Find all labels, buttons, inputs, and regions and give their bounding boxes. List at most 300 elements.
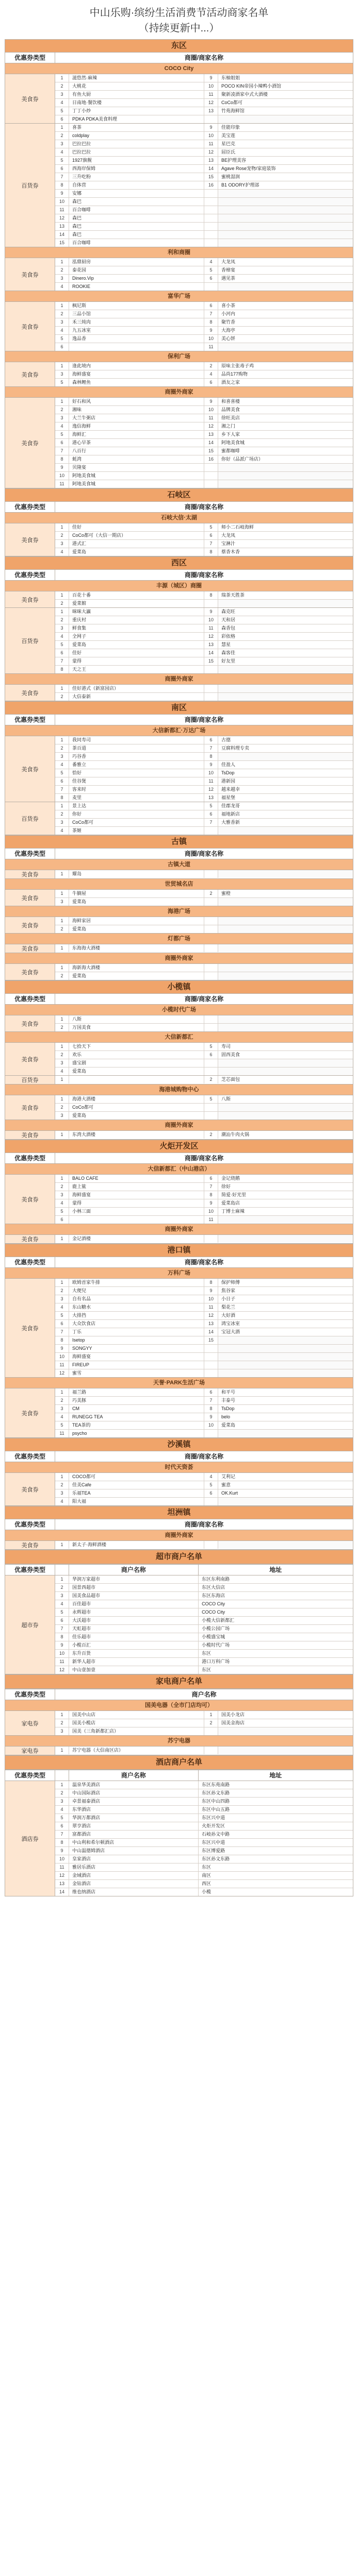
merchant-row — [55, 870, 353, 878]
merchant-name: 中山温德姆酒店 — [69, 1847, 199, 1855]
merchant-name: 百合咖啡 — [69, 206, 204, 214]
merchant-name: 喜茶 — [69, 124, 204, 131]
coupon-type-cell: 美食券 — [5, 917, 55, 933]
coupon-group — [5, 1095, 353, 1120]
merchant-rows — [55, 608, 353, 673]
merchant-rows — [55, 1711, 353, 1735]
row-number: 1 — [55, 917, 69, 925]
merchant-rows — [55, 890, 353, 906]
merchant-name — [218, 480, 353, 488]
row-number — [204, 925, 218, 933]
row-number: 2 — [55, 266, 69, 274]
coupon-type-cell: 美食券 — [5, 398, 55, 488]
coupon-group — [5, 889, 353, 906]
merchant-row — [55, 156, 353, 164]
merchant-name-header: 商圈/商家名称 — [184, 503, 224, 511]
merchant-name: 三品小馆 — [69, 310, 204, 318]
merchant-name — [218, 464, 353, 471]
row-number — [204, 972, 218, 980]
row-number: 8 — [55, 794, 69, 802]
district-title: 商圈外商家 — [5, 1530, 353, 1540]
merchant-name: 三升吃粉 — [69, 173, 204, 181]
merchant-row — [55, 115, 353, 123]
merchant-address: 港口万科广场 — [202, 1659, 230, 1664]
merchant-name: 徐好 — [221, 1184, 231, 1189]
merchant-row — [55, 1497, 353, 1505]
merchant-name: 森巴 — [69, 214, 204, 222]
row-number: 10 — [204, 406, 218, 414]
merchant-name: 巴拉巴拉 — [69, 140, 204, 148]
row-number — [204, 944, 218, 952]
row-number — [204, 223, 218, 230]
merchant-name: 翠亨酒店 — [69, 1822, 199, 1830]
district-title: 万科广场 — [5, 1267, 353, 1278]
merchant-name: 阿地美食城 — [221, 440, 245, 445]
merchant-row — [55, 769, 353, 777]
address-header: 地址 — [269, 1566, 282, 1573]
merchant-name: 佳郡龙哥 — [221, 803, 240, 808]
merchant-row — [55, 1369, 353, 1377]
merchant-name: Dinero.Vip — [69, 275, 204, 282]
region-section — [5, 1140, 353, 1244]
merchant-name: 乡下人家 — [221, 432, 240, 437]
merchant-row — [55, 1797, 353, 1805]
row-number: 6 — [204, 532, 218, 539]
row-number: 1 — [55, 1575, 69, 1583]
merchant-row — [55, 760, 353, 769]
row-number: 10 — [55, 472, 69, 480]
merchant-rows — [55, 736, 353, 802]
row-number: 7 — [204, 540, 218, 548]
merchant-row — [55, 274, 353, 282]
merchant-name: 西海岸保姆 — [69, 165, 204, 173]
coupon-group — [5, 870, 353, 878]
row-number: 1 — [55, 1043, 69, 1050]
merchant-rows — [55, 591, 353, 607]
row-number: 1 — [55, 398, 69, 405]
row-number: 1 — [55, 1781, 69, 1789]
row-number: 12 — [55, 1666, 69, 1674]
merchant-row — [55, 964, 353, 972]
merchant-name: 客来时 — [69, 786, 204, 793]
row-number: 8 — [55, 1633, 69, 1641]
row-number: 8 — [55, 181, 69, 189]
row-number: 3 — [55, 819, 69, 826]
row-number: 3 — [55, 1112, 69, 1120]
merchant-name: 湘之门 — [221, 423, 236, 429]
row-number: 1 — [55, 591, 69, 599]
merchant-name-header: 商圈/商家名称 — [184, 995, 224, 1003]
merchant-row — [55, 1838, 353, 1846]
coupon-type-header: 优惠券类型 — [5, 1451, 55, 1462]
merchant-name — [218, 1112, 353, 1120]
supermarkets-title: 超市商户名单 — [5, 1550, 353, 1564]
row-number: 8 — [55, 666, 69, 673]
merchant-name: TsDop — [221, 770, 235, 775]
row-number: 7 — [55, 173, 69, 181]
merchant-name: 固西美食 — [221, 1052, 240, 1057]
row-number: 1 — [55, 1175, 69, 1182]
document-subtitle: （持续更新中...） — [138, 23, 220, 34]
row-number: 4 — [55, 1413, 69, 1421]
merchant-name: 丁博士麻辣 — [221, 1209, 245, 1214]
merchant-row — [55, 523, 353, 531]
merchant-name-header: 商圈/商家名称 — [184, 1259, 224, 1266]
merchant-row — [55, 793, 353, 802]
merchant-name: 爱菜島 — [69, 972, 204, 980]
merchant-row — [55, 1481, 353, 1489]
merchant-name — [218, 827, 353, 835]
merchant-row — [55, 197, 353, 206]
merchant-row — [55, 925, 353, 933]
merchant-name: 巧谷香 — [69, 753, 204, 760]
coupon-group — [5, 944, 353, 953]
row-number: 5 — [204, 802, 218, 810]
coupon-type-cell: 美食券 — [5, 890, 55, 906]
row-number: 1 — [55, 302, 69, 310]
merchant-name — [218, 1059, 353, 1067]
merchant-name: 森克旺 — [221, 609, 236, 614]
row-number: 5 — [55, 1608, 69, 1616]
merchant-row — [55, 917, 353, 925]
row-number: 9 — [55, 190, 69, 197]
district-title: 大信新都汇（中山港店） — [5, 1163, 353, 1174]
coupon-type-cell: 美食券 — [5, 523, 55, 556]
row-number: 12 — [204, 1312, 218, 1319]
row-number: 1 — [55, 258, 69, 266]
merchant-address: COCO City — [202, 1609, 225, 1615]
merchant-row — [55, 370, 353, 378]
merchant-name: 国美金海店 — [221, 1720, 245, 1725]
merchant-name: FIREUP — [69, 1361, 204, 1369]
coupon-group — [5, 362, 353, 386]
row-number: 10 — [55, 1650, 69, 1657]
merchant-row — [55, 826, 353, 835]
merchant-row — [55, 539, 353, 548]
merchant-name: 越来越幸 — [221, 787, 240, 792]
row-number: 7 — [204, 1183, 218, 1191]
row-number: 11 — [55, 1863, 69, 1871]
merchant-name: CoCo都可 — [221, 100, 243, 105]
merchant-name: 梨花兰 — [221, 1304, 236, 1310]
merchant-name: 大兰牛粥店 — [69, 414, 204, 422]
merchant-name: 湘味 — [69, 406, 204, 414]
merchant-address: 东区 — [202, 1651, 211, 1656]
merchant-row — [55, 258, 353, 266]
row-number: 11 — [204, 343, 218, 351]
merchant-name: 东升百货 — [69, 1650, 199, 1657]
merchant-row — [55, 1879, 353, 1888]
merchant-row — [55, 222, 353, 230]
merchant-name: coldplay — [69, 132, 204, 140]
merchant-row — [55, 1015, 353, 1023]
coupon-group — [5, 123, 353, 247]
merchant-name — [218, 283, 353, 291]
district-title: 商圈外商家 — [5, 1224, 353, 1234]
merchant-name: 蜜意 — [221, 1482, 231, 1487]
district-title: 商圈外商家 — [5, 673, 353, 684]
merchant-name: 星巴克 — [221, 141, 236, 146]
merchant-name: 天之王 — [69, 666, 204, 673]
merchant-row — [55, 326, 353, 334]
row-number — [204, 1361, 218, 1369]
address-header: 地址 — [269, 1772, 282, 1779]
merchant-name — [218, 206, 353, 214]
merchant-address: 东区 — [202, 1865, 211, 1870]
merchant-row — [55, 1344, 353, 1352]
coupon-group — [5, 607, 353, 673]
merchant-row — [55, 1719, 353, 1727]
merchant-name: 彩依格 — [221, 634, 236, 639]
merchant-name: 港新园 — [221, 778, 236, 784]
row-number: 2 — [55, 972, 69, 980]
row-number: 4 — [55, 1600, 69, 1608]
merchant-row — [55, 398, 353, 405]
row-number: 8 — [204, 1191, 218, 1199]
merchant-name: 焦谷家 — [221, 1288, 236, 1293]
district-title: 小榄时代广场 — [5, 1004, 353, 1015]
merchant-row — [55, 1328, 353, 1336]
merchant-name: 巴拉巴拉 — [69, 148, 204, 156]
merchant-address: 东区孙文东路 — [202, 1856, 230, 1861]
row-number: 6 — [55, 1617, 69, 1624]
merchant-rows — [55, 1388, 353, 1437]
row-number: 13 — [204, 641, 218, 649]
row-number: 4 — [55, 1806, 69, 1814]
merchant-row — [55, 1600, 353, 1608]
merchant-name: 逸信海鲜 — [69, 422, 204, 430]
merchant-row — [55, 1295, 353, 1303]
merchant-name: BE护理美容 — [221, 158, 247, 163]
merchant-name: 酒友之家 — [221, 380, 240, 385]
merchant-name — [218, 1498, 353, 1505]
row-number: 1 — [55, 944, 69, 952]
merchant-row — [55, 1131, 353, 1139]
merchant-row — [55, 591, 353, 599]
coupon-group — [5, 1540, 353, 1549]
merchant-row — [55, 752, 353, 760]
row-number — [204, 283, 218, 291]
coupon-type-header: 优惠券类型 — [5, 53, 55, 63]
merchant-row — [55, 616, 353, 624]
merchant-name: PDKA PDKA美食料理 — [69, 115, 204, 123]
merchant-name — [69, 343, 204, 351]
district-title: 海港城购物中心 — [5, 1084, 353, 1095]
merchant-name: 品牌美食 — [221, 407, 240, 412]
merchant-name: 雅居乐酒店 — [69, 1863, 199, 1871]
column-header — [5, 1451, 353, 1462]
coupon-type-cell: 美食券 — [5, 591, 55, 607]
column-header — [5, 1519, 353, 1530]
row-number: 5 — [55, 107, 69, 115]
merchant-name: 保护师傅 — [221, 1280, 240, 1285]
merchant-name-header: 商圈/商家名称 — [184, 1521, 224, 1528]
merchant-name — [218, 1067, 353, 1075]
merchant-row — [55, 1076, 353, 1083]
merchant-name: 七拾天下 — [69, 1043, 204, 1050]
merchant-name: 大众饮食店 — [69, 1320, 204, 1328]
row-number: 5 — [204, 1481, 218, 1489]
merchant-name: 国美（三角新都汇店） — [69, 1727, 204, 1735]
merchant-name: 爱菜館 — [69, 600, 204, 607]
row-number — [204, 964, 218, 972]
row-number — [204, 1541, 218, 1549]
merchant-address: 东区孙文东路 — [202, 1790, 230, 1795]
row-number: 14 — [204, 165, 218, 173]
row-number: 12 — [204, 633, 218, 640]
merchant-name-header: 商圈/商家名称 — [184, 1453, 224, 1460]
merchant-name: 大海亭 — [221, 328, 236, 333]
coupon-type-header: 优惠券类型 — [5, 1565, 55, 1575]
row-number: 6 — [55, 777, 69, 785]
merchant-name: 百花十番 — [69, 591, 204, 599]
merchant-name: 维也纳酒店 — [69, 1888, 199, 1896]
merchant-name: 苏宁电器（大信南区店） — [69, 1747, 204, 1754]
row-number: 3 — [55, 318, 69, 326]
merchant-name: 天虹超市 — [69, 1625, 199, 1633]
coupon-type-header: 优惠券类型 — [5, 1257, 55, 1267]
merchant-rows — [55, 1747, 353, 1755]
row-number — [204, 1235, 218, 1243]
merchant-name — [218, 666, 353, 673]
district-title: 富华广场 — [5, 291, 353, 301]
row-number: 8 — [204, 1405, 218, 1413]
table-header — [5, 1770, 353, 1781]
row-number: 13 — [204, 1320, 218, 1328]
coupon-type-header: 优惠券类型 — [5, 502, 55, 512]
merchant-name: 爱菜島 — [221, 1422, 236, 1428]
row-number: 2 — [55, 132, 69, 140]
merchant-address: 东区大信店 — [202, 1585, 225, 1590]
row-number: 9 — [55, 1641, 69, 1649]
row-number: 2 — [55, 310, 69, 318]
merchant-name: 宝冠大酒 — [221, 1329, 240, 1334]
merchant-address: 火炬开发区 — [202, 1823, 225, 1828]
merchant-row — [55, 471, 353, 480]
row-number: 5 — [55, 157, 69, 164]
merchant-row — [55, 455, 353, 463]
row-number — [204, 1498, 218, 1505]
merchant-row — [55, 1103, 353, 1111]
merchant-name: 爱菜島 — [69, 898, 204, 906]
merchant-name: 万国美食 — [69, 1024, 204, 1031]
row-number: 4 — [55, 148, 69, 156]
merchant-name: 国美小龙店 — [221, 1712, 245, 1717]
row-number: 10 — [204, 769, 218, 777]
merchant-name — [218, 214, 353, 222]
merchant-row — [55, 665, 353, 673]
merchant-rows — [55, 1279, 353, 1377]
row-number: 1 — [55, 1279, 69, 1286]
merchant-name: 好友里 — [221, 658, 236, 664]
coupon-group — [5, 1710, 353, 1735]
row-number: 3 — [55, 91, 69, 98]
merchant-row — [55, 1830, 353, 1838]
coupon-type-header: 优惠券类型 — [5, 715, 55, 725]
merchant-name: 蜜都咖啡 — [221, 448, 240, 453]
merchant-row — [55, 1583, 353, 1591]
merchant-name: 聚竹香 — [221, 319, 236, 325]
merchant-rows — [55, 523, 353, 556]
row-number: 7 — [204, 819, 218, 826]
merchant-name-header: 商圈/商家名称 — [184, 1155, 224, 1162]
row-number: 12 — [204, 99, 218, 107]
merchant-address: 东区东海店 — [202, 1593, 225, 1598]
merchant-row — [55, 1336, 353, 1344]
row-number — [204, 1747, 218, 1754]
district-title: COCO City — [5, 63, 353, 74]
merchant-address: 小榄盛宝城 — [202, 1634, 225, 1639]
coupon-type-cell: 美食券 — [5, 1279, 55, 1377]
merchant-name: 耀岛 — [69, 870, 204, 878]
region-title: 港口镇 — [5, 1244, 353, 1257]
merchant-name: 佳乐超市 — [69, 1633, 199, 1641]
row-number — [204, 1727, 218, 1735]
merchant-row — [55, 148, 353, 156]
merchant-name: 福兰路 — [69, 1388, 204, 1396]
merchant-rows — [55, 685, 353, 701]
column-header — [5, 848, 353, 859]
row-number: 15 — [204, 1336, 218, 1344]
merchant-address: 东区兴中道 — [202, 1840, 225, 1845]
row-number: 4 — [55, 422, 69, 430]
coupon-type-cell: 美食券 — [5, 685, 55, 701]
merchant-row — [55, 810, 353, 818]
row-number: 9 — [55, 1847, 69, 1855]
merchant-row — [55, 1352, 353, 1361]
row-number: 10 — [204, 616, 218, 624]
merchant-name — [218, 964, 353, 972]
row-number: 1 — [55, 890, 69, 897]
merchant-row — [55, 107, 353, 115]
row-number: 10 — [55, 1353, 69, 1361]
merchant-row — [55, 640, 353, 649]
row-number: 1 — [204, 1711, 218, 1719]
merchant-name: 寿司 — [221, 1044, 231, 1049]
row-number: 4 — [55, 1303, 69, 1311]
coupon-group — [5, 1042, 353, 1075]
merchant-row — [55, 608, 353, 616]
merchant-name: 竹苑海鲜馆 — [221, 108, 245, 113]
coupon-group — [5, 591, 353, 607]
row-number — [204, 693, 218, 701]
merchant-address: 石岐孙文中路 — [202, 1832, 230, 1837]
merchant-name: 小榄百汇 — [69, 1641, 199, 1649]
row-number: 2 — [55, 744, 69, 752]
merchant-name — [218, 870, 353, 878]
merchant-rows — [55, 1575, 353, 1674]
merchant-name: 逢此境内 — [69, 362, 204, 370]
merchant-address: 东区中山五路 — [202, 1807, 230, 1812]
merchant-name — [218, 917, 353, 925]
merchant-row — [55, 1191, 353, 1199]
merchant-name: 大龙凤 — [221, 259, 236, 264]
row-number: 9 — [204, 1287, 218, 1295]
row-number: 2 — [55, 1481, 69, 1489]
row-number: 3 — [55, 275, 69, 282]
row-number — [204, 1015, 218, 1023]
row-number: 11 — [55, 1430, 69, 1437]
row-number: 1 — [55, 124, 69, 131]
region-title: 西区 — [5, 556, 353, 569]
row-number: 5 — [204, 1043, 218, 1050]
merchant-row — [55, 1421, 353, 1429]
merchant-row — [55, 1871, 353, 1879]
merchant-name-header: 商圈/商家名称 — [184, 716, 224, 723]
row-number: 1 — [55, 1131, 69, 1139]
row-number: 15 — [204, 657, 218, 665]
district-title: 商圈外商家 — [5, 953, 353, 963]
